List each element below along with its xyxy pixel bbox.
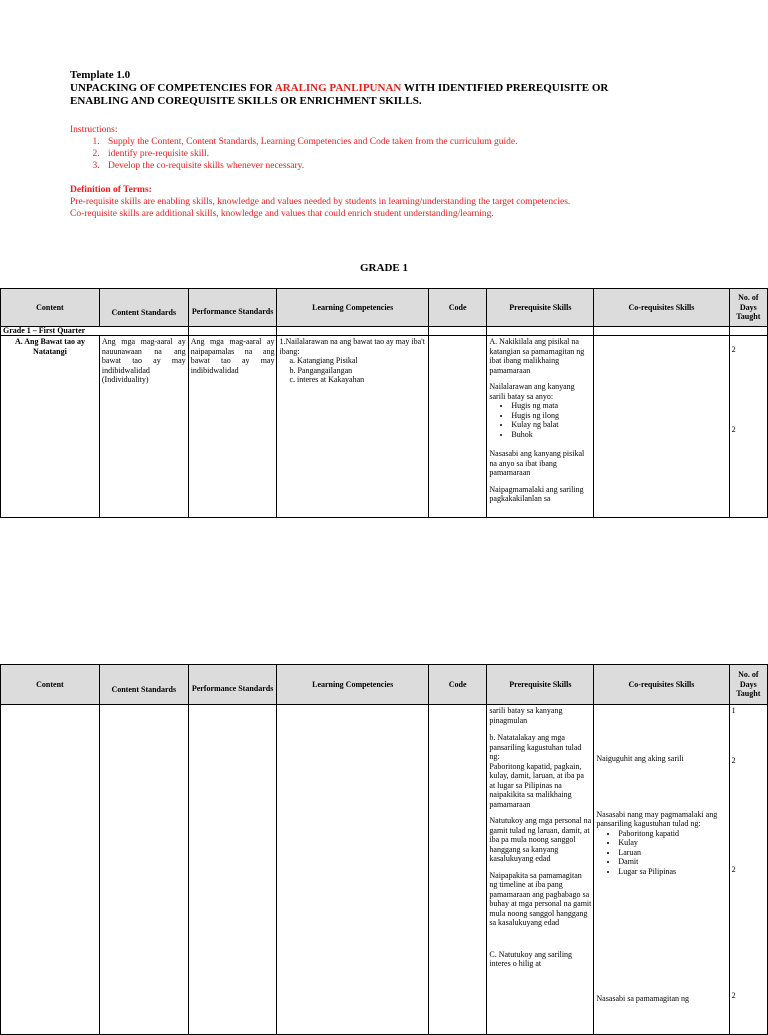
competency-table-1 [0,288,768,518]
col-code: Code [428,665,487,705]
prereq-text: Naipagmamalaki ang sariling pagkakakilanlan sa [489,484,584,503]
content-cell [1,705,100,1035]
days-cell [729,336,767,518]
coreq-text: Nasasabi nang may pagmamalaki ang pansariling kagustuhan tulad ng: [596,809,718,828]
document-title: UNPACKING OF COMPETENCIES FOR ARALING PANLIPUNAN WITH IDENTIFIED PREREQUISITE OR [70,82,609,94]
learning-competency-cell [277,336,428,518]
coreq-definition: Co-requisite skills are additional skills, knowledge and values that could enrich student understanding/learning. [70,209,494,219]
content-cell: A. Ang Bawat tao ay Natatangi [1,336,100,518]
days-value: 2 [731,755,736,765]
quarter-row [1,327,768,336]
list-item: • Damit [618,857,726,867]
col-learning-competencies: Learning Competencies [277,289,428,327]
list-item: • Kulay [618,838,726,848]
competency-list [279,356,425,385]
col-corequisite-skills: Co-requisites Skills [594,665,729,705]
instruction-item: 2. identify pre-requisite skill. [102,148,750,160]
prereq-text: Paboritong kapatid, pagkain, kulay, damit, laruan, at iba pa at lugar sa Pilipinas na naipakikita sa malikhaing pamamaraan [489,761,584,809]
subject-name: ARALING PANLIPUNAN [274,82,402,94]
prereq-text: b. Natatalakay ang mga pansariling kagustuhan tulad ng: [489,733,582,761]
prereq-text: Naipapakita sa pamamagitan ng timeline at iba pang pamamaraan ang pagbabago sa buhay at mga personal na gamit mula noong sanggol hanggang sa kasalukuyang edad [489,870,592,927]
prereq-text: A. Nakikilala ang pisikal na katangian sa pamamagitan ng ibat ibang malikhaing pamamaraan [489,337,585,375]
document-header [70,69,608,108]
col-content-standards: Content Standards [99,289,188,327]
table-row [1,336,768,518]
prereq-text: Natutukoy ang mga personal na gamit tulad ng laruan, damit, at iba pa mula noong sanggol hanggang sa kanyang kasalukuyang edad [489,816,592,863]
corequisite-cell [594,336,729,518]
col-days-taught: No. of Days Taught [729,289,767,327]
list-item: • Hugis ng ilong [511,411,591,421]
competency-title: 1.Nailalarawan na ang bawat tao ay may iba't ibang: [279,337,425,356]
days-value: 1 [731,706,736,715]
list-item: • Hugis ng mata [511,401,591,411]
content-standard-cell: Ang mga mag-aaral ay nauunawaan na ang bawat tao ay may indibidwalidad (Individuality) [99,336,188,518]
coreq-text: Naiguguhit ang aking sarili [596,754,684,763]
col-prerequisite-skills: Prerequisite Skills [487,289,594,327]
competency-table-2 [0,664,768,1035]
prereq-text: Nasasabi ang kanyang pisikal na anyo sa ibat ibang pamamaraan [489,449,585,477]
learning-competency-cell [277,705,428,1035]
definitions-label: Definition of Terms: [70,185,152,195]
col-days-taught: No. of Days Taught [729,665,767,705]
template-label: Template 1.0 [70,69,131,81]
col-learning-competencies: Learning Competencies [277,665,428,705]
competency-item: a. Katangiang Pisikal [289,356,358,365]
days-value: 2 [731,990,736,1000]
quarter-label: Grade 1 – First Quarter [1,327,189,336]
col-code: Code [428,289,487,327]
col-content: Content [1,665,100,705]
days-value: 2 [731,865,736,874]
coreq-text: Nasasabi sa pamamagitan ng [596,994,689,1003]
list-item: • Buhok [511,430,591,440]
prereq-definition: Pre-requisite skills are enabling skills, knowledge and values needed by students in learning/understanding the target competencies. [70,197,571,207]
grade-title: GRADE 1 [360,262,408,274]
code-cell [428,705,487,1035]
instructions [70,124,750,172]
instruction-item: 3. Develop the co-requisite skills whenever necessary. [102,160,750,172]
corequisite-cell [594,705,729,1035]
definitions [70,184,760,220]
list-item: • Kulay ng balat [511,420,591,430]
table-header-row [1,289,768,327]
prerequisite-cell [487,336,594,518]
instructions-list [70,136,750,172]
coreq-list [596,829,726,877]
content-standard-cell [99,705,188,1035]
days-cell [729,705,767,1035]
table-header-row [1,665,768,705]
prereq-text: C. Natutukoy ang sariling interes o hilig at [489,949,573,968]
list-item: • Lugar sa Pilipinas [618,867,726,877]
days-value: 2 [731,424,736,434]
instruction-item: 1. Supply the Content, Content Standards, Learning Competencies and Code taken from the curriculum guide. [102,136,750,148]
list-item: • Laruan [618,848,726,858]
table-row [1,705,768,1035]
col-content-standards: Content Standards [99,665,188,705]
instructions-label: Instructions: [70,125,118,135]
col-corequisite-skills: Co-requisites Skills [594,289,729,327]
competency-item: b. Pangangailangan [289,365,353,375]
col-performance-standards: Performance Standards [188,665,277,705]
performance-standard-cell: Ang mga mag-aaral ay naipapamalas na ang bawat tao ay may indibidwalidad [188,336,277,518]
code-cell [428,336,487,518]
days-value: 2 [731,345,736,354]
col-performance-standards: Performance Standards [188,289,277,327]
prereq-list [489,401,591,439]
document-title-line2: ENABLING AND COREQUISITE SKILLS OR ENRICHMENT SKILLS. [70,95,422,107]
performance-standard-cell [188,705,277,1035]
list-item: • Paboritong kapatid [618,829,726,839]
competency-item: c. interes at Kakayahan [289,375,365,384]
prerequisite-cell [487,705,594,1035]
col-prerequisite-skills: Prerequisite Skills [487,665,594,705]
prereq-text: Nailalarawan ang kanyang sarili batay sa anyo: [489,382,575,401]
prereq-text: sarili batay sa kanyang pinagmulan [489,706,563,725]
col-content: Content [1,289,100,327]
